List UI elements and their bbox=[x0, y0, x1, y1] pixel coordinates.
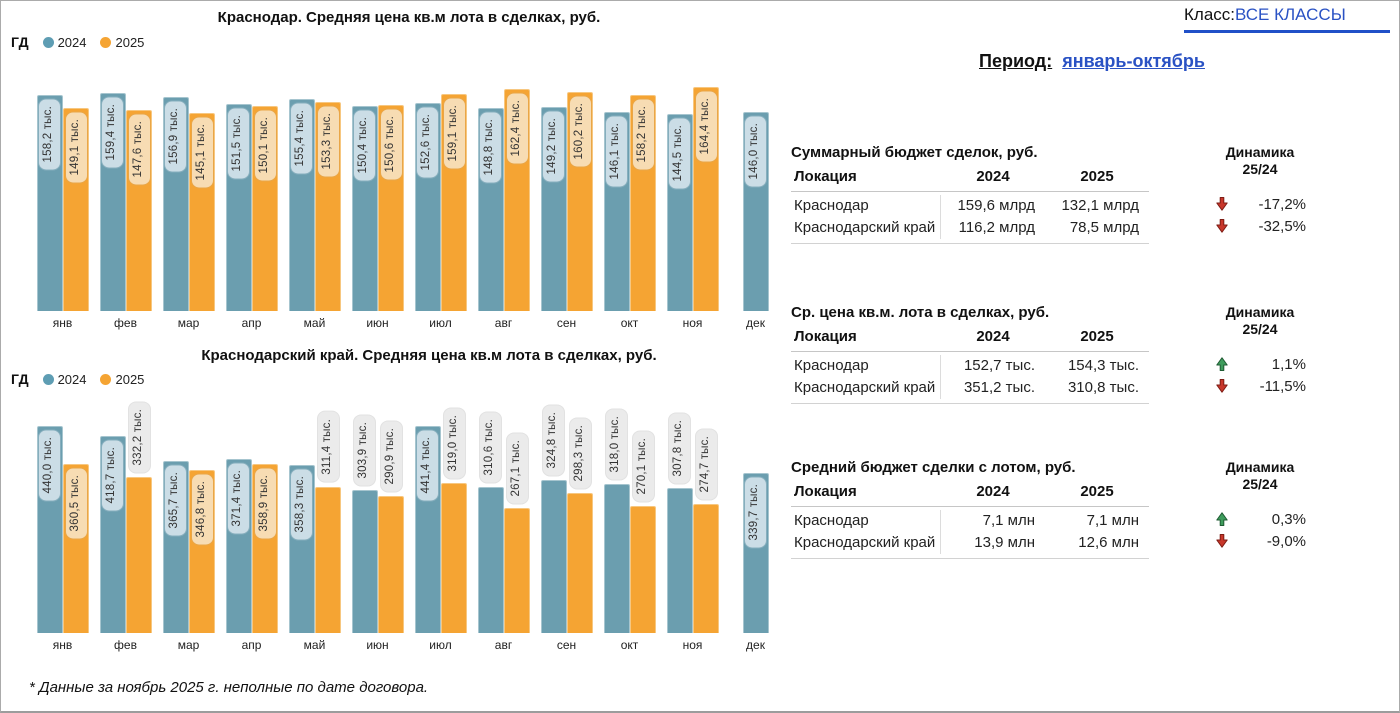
x-axis-label-окт: окт bbox=[620, 316, 639, 330]
dynamics-header-line1: Динамика bbox=[1225, 304, 1295, 320]
arrow-down-icon bbox=[1214, 378, 1230, 394]
bar-group-авг bbox=[472, 417, 535, 652]
bar-value-label-2024-янв: 158,2 тыс. bbox=[38, 98, 61, 170]
period-label: Период: bbox=[979, 51, 1053, 71]
x-axis-label-дек: дек bbox=[746, 316, 765, 330]
bar-group-янв bbox=[31, 417, 94, 652]
bar-group-июн bbox=[346, 417, 409, 652]
bar-value-label-2024-дек: 146,0 тыс. bbox=[744, 115, 767, 187]
chart2-plot-area bbox=[31, 408, 787, 652]
stat-title: Суммарный бюджет сделок, руб. bbox=[791, 144, 1038, 161]
bar-group-янв bbox=[31, 79, 94, 330]
x-axis-label-мар: мар bbox=[177, 638, 200, 652]
bar-value-label-2025-окт: 270,1 тыс. bbox=[632, 430, 655, 502]
bar-value-label-2025-авг: 267,1 тыс. bbox=[506, 432, 529, 504]
dynamics-header-line2: 25/24 bbox=[1242, 161, 1278, 177]
table-row-Краснодарский край bbox=[791, 532, 1149, 554]
bar-value-label-2025-апр: 150,1 тыс. bbox=[254, 109, 277, 181]
legend-prefix: ГД bbox=[11, 371, 29, 387]
bar-value-label-2025-сен: 160,2 тыс. bbox=[569, 95, 592, 167]
arrow-up-icon bbox=[1214, 356, 1230, 372]
bar-2025-сен bbox=[567, 493, 593, 633]
x-axis-label-ноя: ноя bbox=[682, 638, 703, 652]
cell-2024: 152,7 тыс. bbox=[963, 357, 1035, 374]
x-axis-label-апр: апр bbox=[241, 316, 262, 330]
bar-value-label-2024-авг: 310,6 тыс. bbox=[479, 411, 502, 483]
column-header-2024: 2024 bbox=[976, 483, 1010, 500]
stat-section-avg-deal-budget bbox=[791, 459, 1306, 559]
arrow-down-icon bbox=[1214, 218, 1230, 234]
bar-value-label-2024-май: 155,4 тыс. bbox=[290, 102, 313, 174]
column-header-2025: 2025 bbox=[1080, 483, 1114, 500]
bar-value-label-2024-июн: 150,4 тыс. bbox=[353, 109, 376, 181]
bar-group-авг bbox=[472, 79, 535, 330]
bar-2025-ноя bbox=[693, 504, 719, 633]
x-axis-label-окт: окт bbox=[620, 638, 639, 652]
dynamics-rows bbox=[1214, 353, 1306, 397]
dynamics-value: -17,2% bbox=[1258, 195, 1306, 213]
legend-dot-2024-icon bbox=[43, 374, 54, 385]
cell-location: Краснодар bbox=[791, 355, 941, 377]
dynamics-row-Краснодар bbox=[1214, 353, 1306, 375]
bar-group-май bbox=[283, 79, 346, 330]
bar-value-label-2024-окт: 146,1 тыс. bbox=[605, 115, 628, 187]
bar-2025-авг bbox=[504, 508, 530, 633]
cell-2025: 132,1 млрд bbox=[1061, 197, 1139, 214]
bar-group-окт bbox=[598, 79, 661, 330]
dynamics-row-Краснодарский край bbox=[1214, 530, 1306, 552]
table-row-Краснодар bbox=[791, 195, 1149, 217]
bar-2025-фев bbox=[126, 477, 152, 633]
table-row-Краснодар bbox=[791, 355, 1149, 377]
bar-group-ноя bbox=[661, 417, 724, 652]
dynamics-column bbox=[1214, 144, 1306, 237]
legend-dot-2024-icon bbox=[43, 37, 54, 48]
x-axis-label-май: май bbox=[303, 638, 326, 652]
bar-value-label-2025-окт: 158,2 тыс. bbox=[632, 98, 655, 170]
bar-2024-авг bbox=[478, 487, 504, 633]
footnote: * Данные за ноябрь 2025 г. неполные по дате договора. bbox=[29, 679, 429, 696]
cell-2024: 351,2 тыс. bbox=[963, 379, 1035, 396]
stat-title: Средний бюджет сделки с лотом, руб. bbox=[791, 459, 1076, 476]
bar-2024-июн bbox=[352, 490, 378, 633]
stat-table-rows bbox=[791, 507, 1149, 559]
bar-value-label-2024-ноя: 144,5 тыс. bbox=[668, 117, 691, 189]
column-header-location: Локация bbox=[794, 328, 857, 345]
bar-value-label-2025-ноя: 164,4 тыс. bbox=[695, 90, 718, 162]
bar-value-label-2025-июн: 150,6 тыс. bbox=[380, 108, 403, 180]
bar-value-label-2025-фев: 332,2 тыс. bbox=[128, 401, 151, 473]
x-axis-label-июн: июн bbox=[366, 316, 389, 330]
legend-item-2025 bbox=[100, 372, 144, 387]
bar-value-label-2025-фев: 147,6 тыс. bbox=[128, 113, 151, 185]
dynamics-value: 0,3% bbox=[1271, 510, 1306, 528]
bar-2025-окт bbox=[630, 506, 656, 633]
cell-2025: 12,6 млн bbox=[1078, 534, 1139, 551]
bar-group-мар bbox=[157, 79, 220, 330]
x-axis-label-фев: фев bbox=[114, 316, 137, 330]
x-axis-label-июн: июн bbox=[366, 638, 389, 652]
bar-group-май bbox=[283, 417, 346, 652]
stat-section-avg-sqm-price bbox=[791, 304, 1306, 404]
cell-2024: 13,9 млн bbox=[974, 534, 1035, 551]
column-header-2025: 2025 bbox=[1080, 328, 1114, 345]
bar-group-мар bbox=[157, 417, 220, 652]
stat-table bbox=[791, 168, 1149, 244]
bar-group-окт bbox=[598, 415, 661, 652]
bar-value-label-2024-апр: 151,5 тыс. bbox=[227, 107, 250, 179]
cell-location: Краснодарский край bbox=[791, 217, 941, 239]
x-axis-label-сен: сен bbox=[556, 638, 577, 652]
bar-value-label-2024-дек: 339,7 тыс. bbox=[744, 476, 767, 548]
table-row-Краснодар bbox=[791, 510, 1149, 532]
column-header-location: Локация bbox=[794, 483, 857, 500]
stat-table-header bbox=[791, 483, 1149, 507]
legend-dot-2025-icon bbox=[100, 37, 111, 48]
x-axis-label-июл: июл bbox=[429, 638, 452, 652]
bar-value-label-2025-мар: 145,1 тыс. bbox=[191, 116, 214, 188]
stat-table-header bbox=[791, 168, 1149, 192]
stat-title: Ср. цена кв.м. лота в сделках, руб. bbox=[791, 304, 1050, 321]
class-label: Класс: bbox=[1184, 5, 1235, 24]
x-axis-label-ноя: ноя bbox=[682, 316, 703, 330]
bar-group-апр bbox=[220, 79, 283, 330]
legend-dot-2025-icon bbox=[100, 374, 111, 385]
chart2-title: Краснодарский край. Средняя цена кв.м лота в сделках, руб. bbox=[201, 347, 657, 364]
arrow-up-icon bbox=[1214, 511, 1230, 527]
legend-item-2024 bbox=[43, 372, 87, 387]
bar-value-label-2025-мар: 346,8 тыс. bbox=[191, 473, 214, 545]
stat-table-rows bbox=[791, 192, 1149, 244]
cell-location: Краснодар bbox=[791, 510, 941, 532]
legend-prefix: ГД bbox=[11, 34, 29, 50]
x-axis-label-янв: янв bbox=[52, 316, 73, 330]
chart1-title: Краснодар. Средняя цена кв.м лота в сделках, руб. bbox=[217, 9, 601, 26]
bar-value-label-2024-фев: 159,4 тыс. bbox=[101, 96, 124, 168]
dynamics-row-Краснодарский край bbox=[1214, 375, 1306, 397]
bar-value-label-2025-апр: 358,9 тыс. bbox=[254, 467, 277, 539]
bar-group-фев bbox=[94, 79, 157, 330]
bar-group-июл bbox=[409, 414, 472, 652]
class-selector[interactable] bbox=[1184, 5, 1390, 25]
bar-group-сен bbox=[535, 411, 598, 652]
period-value-link[interactable]: январь-октябрь bbox=[1062, 51, 1205, 71]
x-axis-label-май: май bbox=[303, 316, 326, 330]
bar-value-label-2024-июн: 303,9 тыс. bbox=[353, 414, 376, 486]
cell-2025: 310,8 тыс. bbox=[1067, 379, 1139, 396]
bar-group-сен bbox=[535, 79, 598, 330]
bar-value-label-2025-янв: 360,5 тыс. bbox=[65, 467, 88, 539]
bar-group-июн bbox=[346, 79, 409, 330]
bar-value-label-2024-июл: 441,4 тыс. bbox=[416, 429, 439, 501]
bar-2024-сен bbox=[541, 480, 567, 633]
bar-group-апр bbox=[220, 417, 283, 652]
bar-group-дек bbox=[724, 79, 787, 330]
x-axis-label-мар: мар bbox=[177, 316, 200, 330]
bar-value-label-2024-сен: 324,8 тыс. bbox=[542, 404, 565, 476]
bar-value-label-2024-окт: 318,0 тыс. bbox=[605, 408, 628, 480]
dynamics-header bbox=[1214, 144, 1306, 178]
column-header-2024: 2024 bbox=[976, 328, 1010, 345]
stat-section-total-budget bbox=[791, 144, 1306, 244]
bar-value-label-2025-май: 153,3 тыс. bbox=[317, 105, 340, 177]
dynamics-value: 1,1% bbox=[1271, 355, 1306, 373]
stat-table-header bbox=[791, 328, 1149, 352]
x-axis-label-авг: авг bbox=[494, 638, 513, 652]
stat-table bbox=[791, 328, 1149, 404]
cell-2024: 7,1 млн bbox=[982, 512, 1035, 529]
x-axis-label-июл: июл bbox=[429, 316, 452, 330]
dynamics-rows bbox=[1214, 193, 1306, 237]
cell-location: Краснодар bbox=[791, 195, 941, 217]
bar-value-label-2025-сен: 298,3 тыс. bbox=[569, 417, 592, 489]
cell-2024: 116,2 млрд bbox=[958, 219, 1035, 236]
bar-value-label-2024-мар: 156,9 тыс. bbox=[164, 100, 187, 172]
dynamics-rows bbox=[1214, 508, 1306, 552]
bar-group-ноя bbox=[661, 79, 724, 330]
bar-2024-окт bbox=[604, 484, 630, 633]
bar-value-label-2025-авг: 162,4 тыс. bbox=[506, 92, 529, 164]
column-header-2024: 2024 bbox=[976, 168, 1010, 185]
column-header-2025: 2025 bbox=[1080, 168, 1114, 185]
dynamics-value: -9,0% bbox=[1266, 532, 1306, 550]
chart2-legend bbox=[11, 371, 144, 387]
cell-location: Краснодарский край bbox=[791, 532, 941, 554]
bar-value-label-2024-авг: 148,8 тыс. bbox=[479, 111, 502, 183]
bar-value-label-2024-май: 358,3 тыс. bbox=[290, 468, 313, 540]
bar-value-label-2025-июл: 159,1 тыс. bbox=[443, 97, 466, 169]
bar-value-label-2025-май: 311,4 тыс. bbox=[317, 411, 340, 483]
bar-group-июл bbox=[409, 79, 472, 330]
legend-item-2024 bbox=[43, 35, 87, 50]
dynamics-header bbox=[1214, 459, 1306, 493]
class-value-link[interactable]: ВСЕ КЛАССЫ bbox=[1235, 5, 1346, 24]
bar-value-label-2025-июл: 319,0 тыс. bbox=[443, 407, 466, 479]
cell-2025: 78,5 млрд bbox=[1069, 219, 1139, 236]
dynamics-header bbox=[1214, 304, 1306, 338]
dynamics-value: -32,5% bbox=[1258, 217, 1306, 235]
bar-value-label-2024-мар: 365,7 тыс. bbox=[164, 464, 187, 536]
chart1-plot-area bbox=[31, 79, 787, 330]
legend-label-2025: 2025 bbox=[115, 371, 145, 387]
bar-value-label-2024-фев: 418,7 тыс. bbox=[101, 439, 124, 511]
cell-location: Краснодарский край bbox=[791, 377, 941, 399]
dynamics-header-line1: Динамика bbox=[1225, 144, 1295, 160]
bar-2024-ноя bbox=[667, 488, 693, 633]
stat-table-rows bbox=[791, 352, 1149, 404]
bar-group-фев bbox=[94, 408, 157, 652]
arrow-down-icon bbox=[1214, 533, 1230, 549]
dynamics-row-Краснодар bbox=[1214, 193, 1306, 215]
x-axis-label-сен: сен bbox=[556, 316, 577, 330]
stat-table bbox=[791, 483, 1149, 559]
cell-2024: 159,6 млрд bbox=[957, 197, 1035, 214]
x-axis-label-авг: авг bbox=[494, 316, 513, 330]
bar-value-label-2024-апр: 371,4 тыс. bbox=[227, 462, 250, 534]
dynamics-row-Краснодарский край bbox=[1214, 215, 1306, 237]
chart1-legend bbox=[11, 34, 144, 50]
arrow-down-icon bbox=[1214, 196, 1230, 212]
bar-2025-июн bbox=[378, 496, 404, 633]
bar-2025-июл bbox=[441, 483, 467, 633]
column-header-location: Локация bbox=[794, 168, 857, 185]
legend-label-2024: 2024 bbox=[57, 371, 87, 387]
dynamics-header-line2: 25/24 bbox=[1242, 476, 1278, 492]
dynamics-column bbox=[1214, 304, 1306, 397]
bar-value-label-2024-ноя: 307,8 тыс. bbox=[668, 412, 691, 484]
bar-value-label-2024-сен: 149,2 тыс. bbox=[542, 110, 565, 182]
legend-label-2025: 2025 bbox=[115, 34, 145, 50]
bar-value-label-2025-ноя: 274,7 тыс. bbox=[695, 428, 718, 500]
class-underline bbox=[1184, 30, 1390, 33]
cell-2025: 154,3 тыс. bbox=[1067, 357, 1139, 374]
bar-value-label-2024-янв: 440,0 тыс. bbox=[38, 429, 61, 501]
bar-value-label-2025-янв: 149,1 тыс. bbox=[65, 111, 88, 183]
dynamics-header-line1: Динамика bbox=[1225, 459, 1295, 475]
bar-group-дек bbox=[724, 417, 787, 652]
bar-2025-май bbox=[315, 487, 341, 633]
legend-item-2025 bbox=[100, 35, 144, 50]
x-axis-label-янв: янв bbox=[52, 638, 73, 652]
x-axis-label-дек: дек bbox=[746, 638, 765, 652]
x-axis-label-фев: фев bbox=[114, 638, 137, 652]
cell-2025: 7,1 млн bbox=[1086, 512, 1139, 529]
dynamics-row-Краснодар bbox=[1214, 508, 1306, 530]
dynamics-column bbox=[1214, 459, 1306, 552]
period-selector bbox=[979, 51, 1205, 72]
legend-label-2024: 2024 bbox=[57, 34, 87, 50]
bar-value-label-2025-июн: 290,9 тыс. bbox=[380, 420, 403, 492]
table-row-Краснодарский край bbox=[791, 217, 1149, 239]
dynamics-value: -11,5% bbox=[1259, 377, 1306, 395]
bar-value-label-2024-июл: 152,6 тыс. bbox=[416, 106, 439, 178]
dynamics-header-line2: 25/24 bbox=[1242, 321, 1278, 337]
x-axis-label-апр: апр bbox=[241, 638, 262, 652]
table-row-Краснодарский край bbox=[791, 377, 1149, 399]
